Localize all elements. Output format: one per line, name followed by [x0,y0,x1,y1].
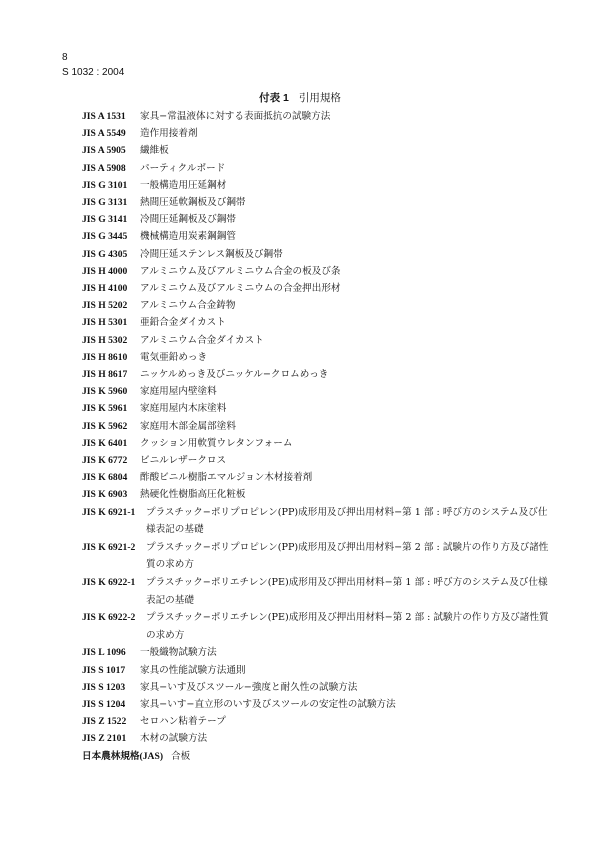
reference-item [82,486,552,503]
reference-code: JIS L 1096 [82,647,126,659]
reference-item [82,246,552,263]
reference-code: JIS H 8617 [82,369,128,381]
reference-item [82,539,552,574]
reference-title: 家具−いす及びスツール−強度と耐久性の試験方法 [140,681,358,693]
reference-item [82,366,552,383]
reference-code: JIS S 1204 [82,699,126,711]
reference-item [82,228,552,245]
reference-title: 家庭用屋内壁塗料 [140,386,217,398]
reference-code: JIS A 1531 [82,111,126,122]
reference-title: プラスチック−ポリプロピレン(PP)成形用及び押出用材料−第 1 部 : 呼び方のシステム及び仕様表記の基礎 [146,506,548,536]
reference-code: JIS H 5301 [82,317,128,329]
reference-item [82,280,552,297]
reference-title: 機械構造用炭素鋼鋼管 [140,231,236,243]
reference-title: セロハン粘着テープ [140,716,226,728]
reference-item [82,574,552,609]
reference-title: 一般構造用圧延鋼材 [140,179,227,191]
reference-code: JIS S 1017 [82,664,126,676]
reference-title: プラスチック−ポリエチレン(PE)成形用及び押出用材料−第 2 部 : 試験片の作り方及び諸性質の求め方 [146,612,549,641]
reference-item [82,160,552,177]
reference-code: JIS K 6922-2 [82,612,136,624]
reference-title: 酢酸ビニル樹脂エマルジョン木材接着剤 [140,472,313,484]
reference-title: パーティクルボード [140,162,226,174]
reference-item [82,696,552,713]
reference-title: 繊維板 [140,145,169,157]
reference-code: 日本農林規格(JAS) [82,750,164,762]
reference-item [82,332,552,349]
reference-item [82,469,552,486]
reference-title: ビニルレザークロス [140,455,227,467]
page-number: 8 [62,52,68,63]
reference-code: JIS K 6903 [82,489,128,501]
reference-code: JIS H 4000 [82,265,128,277]
reference-item [82,263,552,280]
reference-code: JIS H 4100 [82,283,128,295]
reference-item [82,644,552,661]
reference-item [82,609,552,644]
reference-title: 家庭用屋内木床塗料 [140,403,227,415]
reference-code: JIS K 5962 [82,420,128,432]
reference-item [82,177,552,194]
reference-item [82,504,552,539]
reference-code: JIS S 1203 [82,681,126,693]
reference-title: 熱間圧延軟鋼板及び鋼帯 [140,197,246,209]
reference-code: JIS K 5961 [82,403,128,415]
reference-code: JIS K 6804 [82,472,128,484]
reference-item [82,748,552,765]
reference-title: アルミニウム及びアルミニウムの合金押出形材 [140,283,341,295]
reference-code: JIS K 5960 [82,386,128,398]
reference-title: アルミニウム及びアルミニウム合金の板及び条 [140,265,341,277]
reference-title: 家具−いす−直立形のいす及びスツールの安定性の試験方法 [140,699,396,711]
reference-code: JIS Z 1522 [82,716,127,728]
reference-item [82,314,552,331]
reference-item [82,383,552,400]
reference-item [82,297,552,314]
reference-title: 亜鉛合金ダイカスト [140,317,226,329]
reference-code: JIS G 3101 [82,179,128,191]
reference-code: JIS K 6772 [82,455,128,467]
reference-title: 家具の性能試験方法通則 [140,664,246,676]
reference-title: プラスチック−ポリプロピレン(PP)成形用及び押出用材料−第 2 部 : 試験片の作り方及び諸性質の求め方 [146,541,549,571]
reference-title: 家具−常温液体に対する表面抵抗の試験方法 [140,111,331,122]
reference-title: 冷間圧延鋼板及び鋼帯 [140,214,236,226]
reference-code: JIS H 8610 [82,351,128,363]
reference-code: JIS A 5549 [82,128,126,140]
reference-title: アルミニウム合金鋳物 [140,300,236,312]
standard-code: S 1032 : 2004 [62,67,125,78]
reference-item [82,452,552,469]
reference-code: JIS H 5302 [82,334,128,346]
reference-item [82,730,552,747]
reference-item [82,662,552,679]
reference-code: JIS G 3445 [82,231,128,243]
reference-item [82,713,552,730]
table-label: 付表 1 [259,92,289,104]
table-title-text: 引用規格 [298,92,341,104]
reference-title: 木材の試験方法 [140,733,208,745]
reference-title: 合板 [171,750,191,762]
reference-title: ニッケルめっき及びニッケル−クロムめっき [140,369,329,381]
reference-title: アルミニウム合金ダイカスト [140,334,264,346]
reference-title: 家庭用木部金属部塗料 [140,420,236,432]
reference-code: JIS K 6401 [82,437,128,449]
reference-list [82,108,552,765]
reference-item [82,125,552,142]
reference-title: 造作用接着剤 [140,128,198,140]
reference-code: JIS K 6922-1 [82,577,136,589]
reference-code: JIS G 3141 [82,214,128,226]
reference-code: JIS G 4305 [82,248,128,260]
reference-item [82,142,552,159]
reference-code: JIS A 5908 [82,162,126,174]
reference-item [82,349,552,366]
reference-code: JIS A 5905 [82,145,126,157]
reference-item [82,211,552,228]
reference-title: 冷間圧延ステンレス鋼板及び鋼帯 [140,248,283,260]
table-title [0,90,600,105]
reference-title: 一般織物試験方法 [140,647,217,659]
reference-code: JIS Z 2101 [82,733,127,745]
reference-code: JIS K 6921-1 [82,506,136,518]
reference-item [82,194,552,211]
reference-title: プラスチック−ポリエチレン(PE)成形用及び押出用材料−第 1 部 : 呼び方のシステム及び仕様表記の基礎 [146,577,548,606]
reference-code: JIS G 3131 [82,197,128,209]
reference-code: JIS K 6921-2 [82,541,136,553]
reference-item [82,679,552,696]
reference-title: 電気亜鉛めっき [140,351,208,363]
reference-item [82,418,552,435]
reference-item [82,108,552,125]
reference-item [82,435,552,452]
reference-title: クッション用軟質ウレタンフォーム [140,437,293,449]
reference-code: JIS H 5202 [82,300,128,312]
reference-title: 熱硬化性樹脂高圧化粧板 [140,489,246,501]
reference-item [82,400,552,417]
